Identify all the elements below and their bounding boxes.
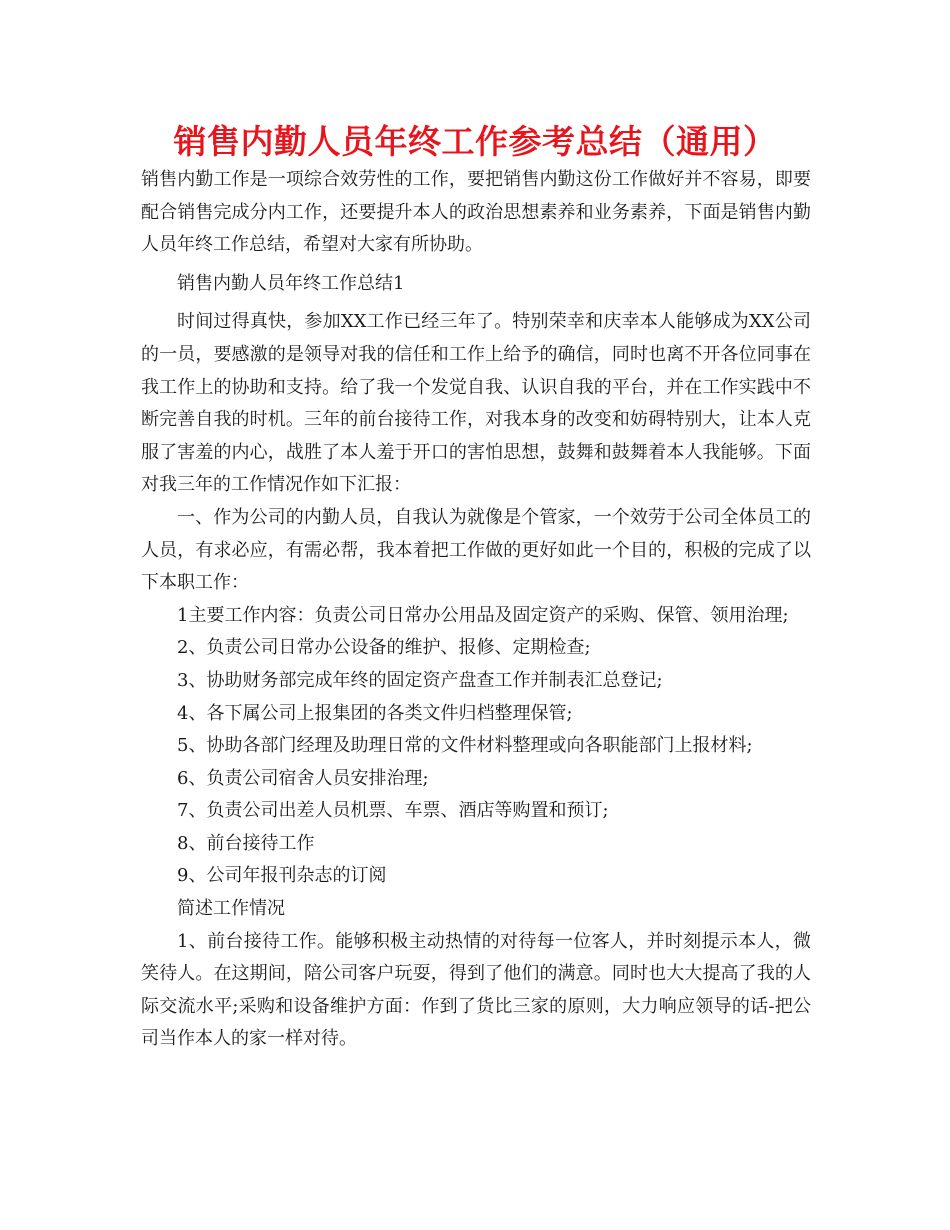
duty-item: 5、协助各部门经理及助理日常的文件材料整理或向各职能部门上报材料;	[177, 735, 753, 757]
paragraph-3: 1、前台接待工作。能够积极主动热情的对待每一位客人，并时刻提示本人，微笑待人。在这期间，陪公司客户玩耍，得到了他们的满意。同时也大大提高了我的人际交流水平;采购和设备维护方面：作到了货比三家的原则，大力响应领导的话-把公司当作本人的家一样对待。	[141, 930, 811, 1050]
duty-item: 8、前台接待工作	[177, 832, 315, 854]
duty-item: 3、协助财务部完成年终的固定资产盘查工作并制表汇总登记;	[177, 669, 663, 691]
summary-heading: 简述工作情况	[177, 898, 285, 920]
duty-item: 4、各下属公司上报集团的各类文件归档整理保管;	[177, 702, 573, 724]
document-body	[141, 164, 811, 1056]
duty-item: 7、负责公司出差人员机票、车票、酒店等购置和预订;	[177, 800, 609, 822]
paragraph-1: 时间过得真快，参加XX工作已经三年了。特别荣幸和庆幸本人能够成为XX公司的一员，要感激的是领导对我的信任和工作上给予的确信，同时也离不开各位同事在我工作上的协助和支持。给了我一个发觉自我、认识自我的平台，并在工作实践中不断完善自我的时机。三年的前台接待工作，对我本身的改变和妨碍特别大，让本人克服了害羞的内心，战胜了本人羞于开口的害怕思想，鼓舞和鼓舞着本人我能够。下面对我三年的工作情况作如下汇报：	[141, 311, 811, 496]
duty-item: 2、负责公司日常办公设备的维护、报修、定期检查;	[177, 637, 591, 659]
document-title: 销售内勤人员年终工作参考总结（通用）	[173, 122, 777, 161]
duty-item: 6、负责公司宿舍人员安排治理;	[177, 767, 429, 789]
intro-paragraph: 销售内勤工作是一项综合效劳性的工作，要把销售内勤这份工作做好并不容易，即要配合销售完成分内工作，还要提升本人的政治思想素养和业务素养，下面是销售内勤人员年终工作总结，希望对大家有所协助。	[141, 169, 811, 256]
paragraph-2: 一、作为公司的内勤人员，自我认为就像是个管家，一个效劳于公司全体员工的人员，有求必应，有需必帮，我本着把工作做的更好如此一个目的，积极的完成了以下本职工作：	[141, 506, 811, 594]
duty-item: 1主要工作内容：负责公司日常办公用品及固定资产的采购、保管、领用治理;	[177, 604, 789, 626]
section-heading: 销售内勤人员年终工作总结1	[177, 272, 405, 294]
duty-item: 9、公司年报刊杂志的订阅	[177, 865, 387, 887]
